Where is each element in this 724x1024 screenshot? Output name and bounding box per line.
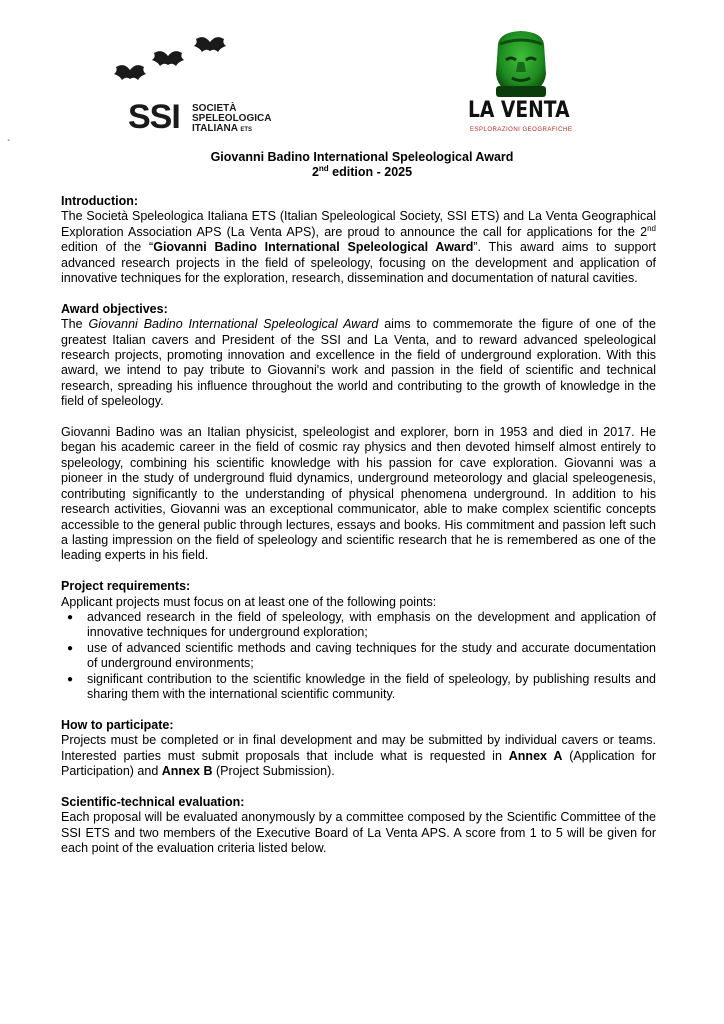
requirement-text: significant contribution to the scientific knowledge in the field of speleology, by publishing results and sharing them with the international scientific community. — [87, 671, 656, 701]
ssi-ets: ETS — [240, 127, 252, 133]
objectives-text-b: aims to commemorate the figure of one of the greatest Italian cavers and President of the SSI and La Venta, and to reward advanced speleological research projects, promoting innovation and excellence in the field of underground exploration. With this award, we intend to pay tribute to Giovanni's work and passion in the field of scientific and technical research, spreading his influence throughout the world and contributing to the growth of knowledge in the field of speleology. — [61, 317, 657, 409]
requirements-intro: Applicant projects must focus on at least one of the following points: — [61, 594, 437, 609]
list-item — [67, 609, 656, 641]
intro-text-b: edition of the “ — [61, 240, 154, 255]
participation-heading: How to participate: — [61, 717, 174, 732]
introduction-paragraph — [61, 209, 656, 286]
edition-rest: edition - 2025 — [328, 165, 413, 179]
laventa-logo — [462, 30, 582, 140]
annex-a: Annex A — [508, 748, 563, 763]
bats-icon — [112, 34, 272, 94]
list-item — [67, 640, 656, 672]
requirement-text: advanced research in the field of speleology, with emphasis on the development and application of innovative techniques for underground exploration; — [87, 609, 656, 640]
ssi-name — [192, 104, 271, 135]
objectives-paragraph — [61, 317, 656, 409]
objectives-text-a: The — [61, 317, 89, 332]
edition-number: 2 — [311, 165, 319, 179]
document-body — [61, 194, 656, 856]
evaluation-paragraph: Each proposal will be evaluated anonymously by a committee composed by the Scientific Committee of the SSI ETS and two members of the Executive Board of La Venta APS. A score from 1 to 5 will be given for each point of the evaluation criteria listed below. — [61, 810, 656, 855]
introduction-heading: Introduction: — [61, 194, 139, 208]
document-title — [0, 150, 724, 180]
ssi-line3 — [192, 124, 271, 135]
ssi-line3-text: ITALIANA — [192, 123, 238, 134]
requirements-heading: Project requirements: — [61, 579, 191, 594]
title-line1: Giovanni Badino International Speleological Award — [210, 150, 514, 164]
bullet-icon: ● — [67, 642, 74, 654]
ssi-logo — [112, 34, 272, 134]
tick-mark: ` — [7, 139, 11, 150]
participation-text-c: (Project Submission). — [212, 763, 335, 778]
ssi-letters: SSI — [128, 98, 180, 136]
list-item — [67, 671, 656, 703]
ssi-line2: SPELEOLOGICA — [192, 113, 272, 124]
objectives-heading: Award objectives: — [61, 301, 168, 316]
intro-text-a: The Società Speleologica Italiana ETS (Italian Speleological Society, SSI ETS) and La Venta Geographical Exploration Association APS (La Venta APS), are proud to announce the call for applications for the 2 — [61, 209, 656, 239]
edition-sup: nd — [318, 163, 329, 173]
bullet-icon: ● — [67, 673, 74, 685]
requirements-list — [61, 610, 656, 702]
laventa-subtitle: ESPLORAZIONI GEOGRAFICHE — [470, 127, 573, 133]
intro-award-name: Giovanni Badino International Speleological Award — [153, 240, 474, 255]
biography-paragraph: Giovanni Badino was an Italian physicist, speleologist and explorer, born in 1953 and died in 2017. He began his academic career in the field of cosmic ray physics and then devoted himself almost entirely to speleology, combining his scientific knowledge with his passion for cave exploration. Giovanni was a pioneer in the study of underground fluid dynamics, underground meteorology and glacial speleogenesis, contributing significantly to the understanding of physical phenomena underground. In addition to his research activities, Giovanni was an exceptional communicator, able to make complex scientific concepts accessible to the general public through lectures, essays and books. His commitment and passion left such a lasting impression on the field of speleology and scientific research that he is remembered as one of the leading experts in his field. — [61, 425, 656, 563]
intro-sup: nd — [647, 223, 656, 233]
olmec-head-icon — [492, 30, 550, 98]
objectives-award-italic: Giovanni Badino International Speleological Award — [88, 317, 379, 332]
annex-b: Annex B — [161, 763, 213, 778]
intro-text-c: ”. This award aims to support advanced research projects in the field of speleology, focusing on the development and application of innovative techniques for the exploration, research, dissemination and documentation of natural cavities. — [61, 240, 657, 286]
participation-text-a: Projects must be completed or in final development and may be submitted by individual cavers or teams. Interested parties must submit proposals that include what is requested in — [61, 733, 656, 763]
laventa-name: LA VENTA — [468, 98, 570, 123]
bullet-icon: ● — [67, 611, 74, 623]
title-line2 — [0, 165, 724, 180]
requirement-text: use of advanced scientific methods and caving techniques for the study and accurate documentation of underground environments; — [87, 640, 656, 671]
participation-text-b: (Application for Participation) and — [61, 748, 656, 778]
evaluation-heading: Scientific-technical evaluation: — [61, 794, 245, 809]
participation-paragraph — [61, 733, 656, 779]
ssi-line1: SOCIETÀ — [192, 103, 237, 114]
